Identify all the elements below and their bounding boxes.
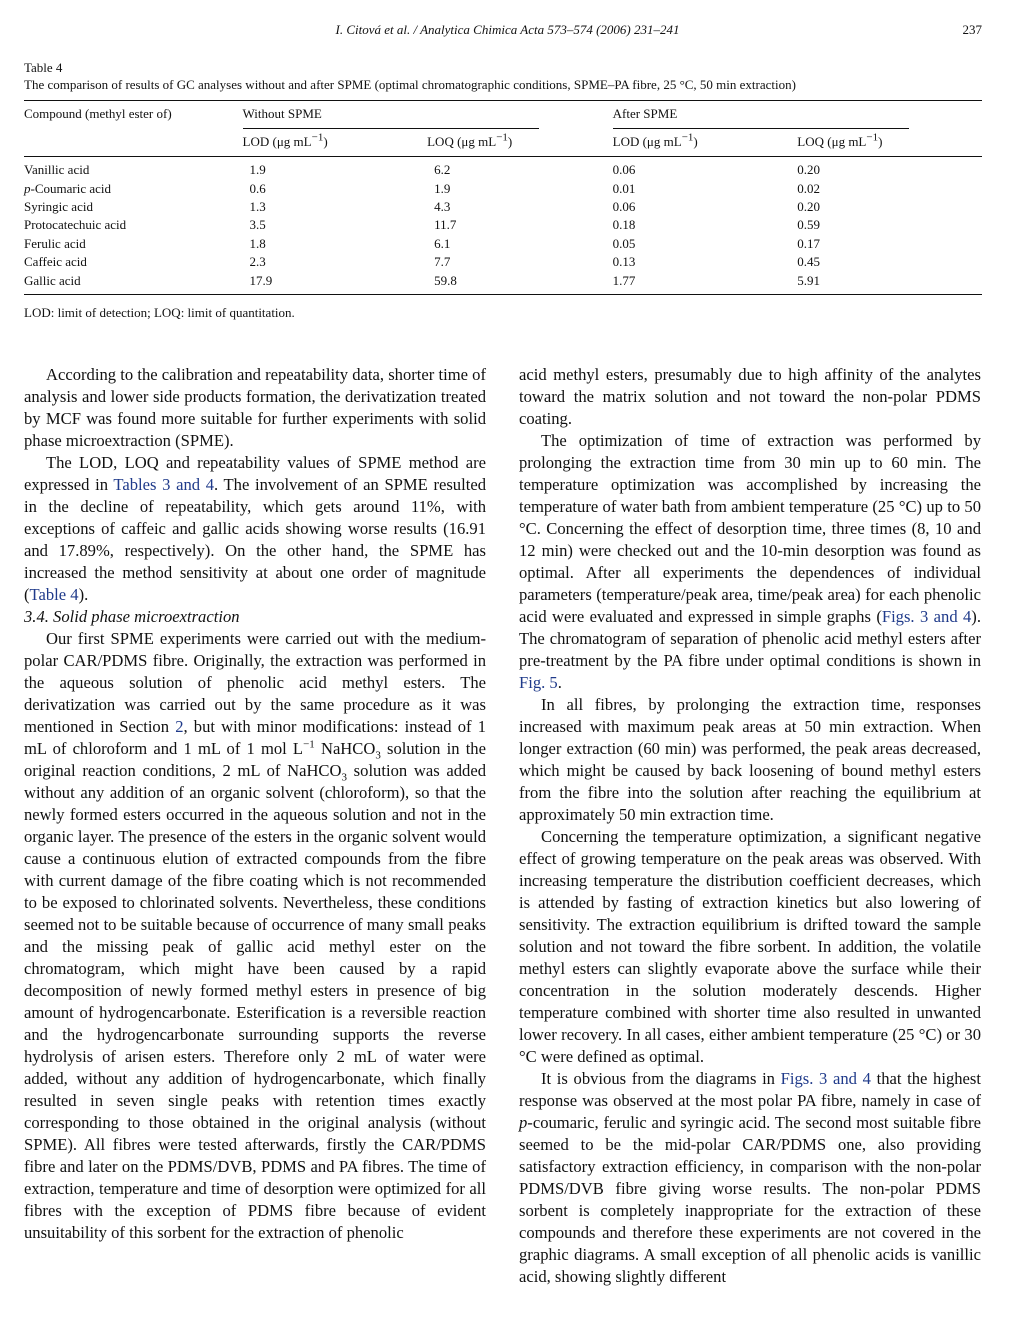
table-row xyxy=(24,253,982,271)
header-lod-after: LOD (μg $mL^{-1}$) xyxy=(612,131,698,149)
header-without-spme xyxy=(243,101,613,130)
table-row xyxy=(24,216,982,234)
paragraph: The optimization of time of extraction was performed by prolonging the extraction time from 30 min up to 60 min. The temperature optimization was accomplished by increasing the temperature of water bath from ambient temperature (25 °C) up to 50 °C. Concerning the effect of desorption time, three times (8, 10 and 12 min) were checked out and the 10-min desorption was found as optimal. After all experiments the dependences of individual parameters (temperature/peak area, time/peak area) for each phenolic acid were evaluated and expressed in simple graphs (Figs. 3 and 4). The chromatogram of separation of phenolic acid methyl esters after pre-treatment by the PA fibre under optimal conditions is shown in Fig. 5. xyxy=(519,431,981,692)
loq-after-cell: 0.20 xyxy=(797,198,821,214)
header-loq-without: LOQ (μg $mL^{-1}$) xyxy=(427,131,513,149)
loq-after-cell: 0.02 xyxy=(797,180,821,196)
header-loq-after: LOQ (μg $mL^{-1}$) xyxy=(797,131,883,149)
table-4 xyxy=(24,59,982,321)
paragraph: acid methyl esters, presumably due to high affinity of the analytes toward the matrix solution and not toward the non-polar PDMS coating. xyxy=(519,365,981,428)
loq-after-cell: 0.59 xyxy=(797,217,821,233)
link-table-4[interactable]: Table 4 xyxy=(29,585,79,604)
results-table xyxy=(24,100,982,295)
loq-after-cell: 0.17 xyxy=(797,235,821,251)
paragraph: Concerning the temperature optimization, a significant negative effect of growing temperature on the peak areas was observed. With increasing temperature the distribution coefficient decreases, which is attended by fasting of extraction kinetics but also lowering of sensitivity. The extraction equilibrium is drifted toward the sample solution and not toward the fibre sorbent. In addition, the volatile methyl esters can slightly evaporate above the surface while their concentration in the solution moderately descends. Higher temperature combined with shorter time also resulted in unwanted lower recovery. In all cases, either ambient temperature (25 °C) or 30 °C were defined as optimal. xyxy=(519,827,981,1066)
paragraph: It is obvious from the diagrams in Figs. 3 and 4 that the highest response was observed at the most polar PA fibre, namely in case of p-coumaric, ferulic and syringic acid. The second most suitable fibre seemed to be the mid-polar CAR/PDMS one, also providing satisfactory extraction efficiency, in comparison with the non-polar PDMS/DVB fibre giving worse results. The non-polar PDMS sorbent is completely inappropriate for the extraction of these compounds and therefore these experiments are not covered in the graphic diagrams. A small exception of all phenolic acids is vanillic acid, showing slightly different xyxy=(519,1069,981,1286)
link-fig-5[interactable]: Fig. 5 xyxy=(519,673,558,692)
lod-without-cell: 17.9 xyxy=(249,272,273,288)
lod-without-cell: 3.5 xyxy=(249,217,266,233)
running-head xyxy=(0,22,1015,42)
paragraph: Our first SPME experiments were carried out with the medium-polar CAR/PDMS fibre. Originally, the extraction was performed in the aqueous solution of phenolic acid methyl esters. The derivatization was carried out by the same procedure as it was mentioned in Section 2, but with minor modifications: instead of 1 mL of chloroform and 1 mL of 1 mol $L^{-1}$ NaHCO$_3$ solution in the original reaction conditions, 2 mL of NaHCO$_3$ solution was added without any addition of an organic solvent (chloroform), so that the newly formed esters occurred in the aqueous solution and not in the organic layer. The presence of the esters in the organic solvent would cause a continuous elution of extracted compounds from the fibre with current damage of the fibre coating which is not recommended to be exposed to chlorinated solvents. Nevertheless, these conditions seemed not to be suitable because of occurrence of many small peaks and the missing peak of gallic acid methyl ester on the chromatogram, which might have been caused by a rapid decomposition of newly formed methyl esters in presence of big amount of hydrogencarbonate. Esterification is a reversible reaction and the hydrogencarbonate surrounding supports the reverse hydrolysis of arisen esters. Therefore only 2 mL of water were added, without any addition of hydrogencarbonate, which finally resulted in seven single peaks with retention times exactly corresponding to those obtained in the original analysis (without SPME). All fibres were tested afterwards, firstly the CAR/PDMS fibre and later on the PDMS/DVB, PDMS and PA fibres. The time of extraction, temperature and time of desorption were optimized for all fibres with the exception of PDMS fibre because of evident unsuitability of this sorbent for the extraction of phenolic xyxy=(24,629,487,1242)
loq-after-cell: 5.91 xyxy=(797,272,821,288)
link-tables-3-4[interactable]: Tables 3 and 4 xyxy=(113,475,215,494)
table-row xyxy=(24,179,982,197)
lod-after-cell: 0.01 xyxy=(612,180,636,196)
loq-after-cell: 0.20 xyxy=(797,162,821,178)
left-column xyxy=(24,364,486,1244)
loq-without-cell: 7.7 xyxy=(434,254,451,270)
loq-without-cell: 6.1 xyxy=(434,235,451,251)
section-heading: 3.4. Solid phase microextraction xyxy=(24,607,240,626)
table-label: Table 4 xyxy=(24,60,63,75)
loq-without-cell: 6.2 xyxy=(434,162,451,178)
link-figs-3-4[interactable]: Figs. 3 and 4 xyxy=(780,1069,871,1088)
header-without-spme-label: Without SPME xyxy=(243,106,539,129)
header-after-spme-label: After SPME xyxy=(613,106,909,129)
compound-cell: Protocatechuic acid xyxy=(24,217,127,233)
lod-without-cell: 1.3 xyxy=(249,198,266,214)
page-number: 237 xyxy=(962,22,982,37)
lod-without-cell: 0.6 xyxy=(249,180,266,196)
lod-without-cell: 1.9 xyxy=(249,162,266,178)
table-row xyxy=(24,157,982,179)
compound-cell: Ferulic acid xyxy=(24,235,86,251)
loq-after-cell: 0.45 xyxy=(797,254,821,270)
loq-without-cell: 4.3 xyxy=(434,198,451,214)
lod-after-cell: 0.06 xyxy=(612,198,636,214)
header-lod-without: LOD (μg $mL^{-1}$) xyxy=(242,131,328,149)
link-figs-3-4[interactable]: Figs. 3 and 4 xyxy=(881,607,972,626)
paragraph: According to the calibration and repeatability data, shorter time of analysis and lower side products formation, the derivatization treated by MCF was found more suitable for further experiments with solid phase microextraction (SPME). xyxy=(24,365,486,450)
header-compound: Compound (methyl ester of) xyxy=(24,106,172,121)
compound-cell: Gallic acid xyxy=(24,272,81,288)
lod-after-cell: 0.13 xyxy=(612,254,636,270)
right-column xyxy=(519,364,981,1288)
loq-without-cell: 59.8 xyxy=(434,272,457,288)
compound-cell: Syringic acid xyxy=(24,198,93,214)
paragraph: In all fibres, by prolonging the extraction time, responses increased with maximum peak areas at 50 min extraction. When longer extraction (60 min) was performed, the peak areas decreased, which might be caused by back loosening of bound methyl esters from the fibre into the solution after reaching the equilibrium at approximately 50 min extraction time. xyxy=(519,695,981,824)
header-after-spme xyxy=(613,101,982,130)
table-row xyxy=(24,271,982,294)
loq-without-cell: 1.9 xyxy=(434,180,451,196)
table-row xyxy=(24,198,982,216)
lod-after-cell: 0.06 xyxy=(612,162,636,178)
compound-cell: Vanillic acid xyxy=(24,162,90,178)
paragraph: The LOD, LOQ and repeatability values of SPME method are expressed in Tables 3 and 4. The involvement of an SPME resulted in the decline of repeatability, which gets around 11%, with exceptions of caffeic and gallic acids showing worse results (16.91 and 17.89%, respectively). On the other hand, the SPME has increased the method sensitivity at about one order of magnitude (Table 4). xyxy=(24,453,486,604)
lod-without-cell: 1.8 xyxy=(249,235,266,251)
lod-after-cell: 0.05 xyxy=(612,235,636,251)
table-row xyxy=(24,235,982,253)
lod-after-cell: 0.18 xyxy=(612,217,636,233)
compound-cell: Caffeic acid xyxy=(24,254,87,270)
lod-without-cell: 2.3 xyxy=(249,254,266,270)
journal-citation: I. Citová et al. / Analytica Chimica Acta 573–574 (2006) 231–241 xyxy=(335,22,680,37)
lod-after-cell: 1.77 xyxy=(612,272,636,288)
compound-cell: p-Coumaric acid xyxy=(24,180,111,196)
loq-without-cell: 11.7 xyxy=(434,217,457,233)
table-caption: The comparison of results of GC analyses without and after SPME (optimal chromatographic conditions, SPME–PA fibre, 25 °C, 50 min extraction) xyxy=(24,77,796,92)
link-section-2[interactable]: 2 xyxy=(175,717,184,736)
table-footnote: LOD: limit of detection; LOQ: limit of quantitation. xyxy=(24,304,295,320)
